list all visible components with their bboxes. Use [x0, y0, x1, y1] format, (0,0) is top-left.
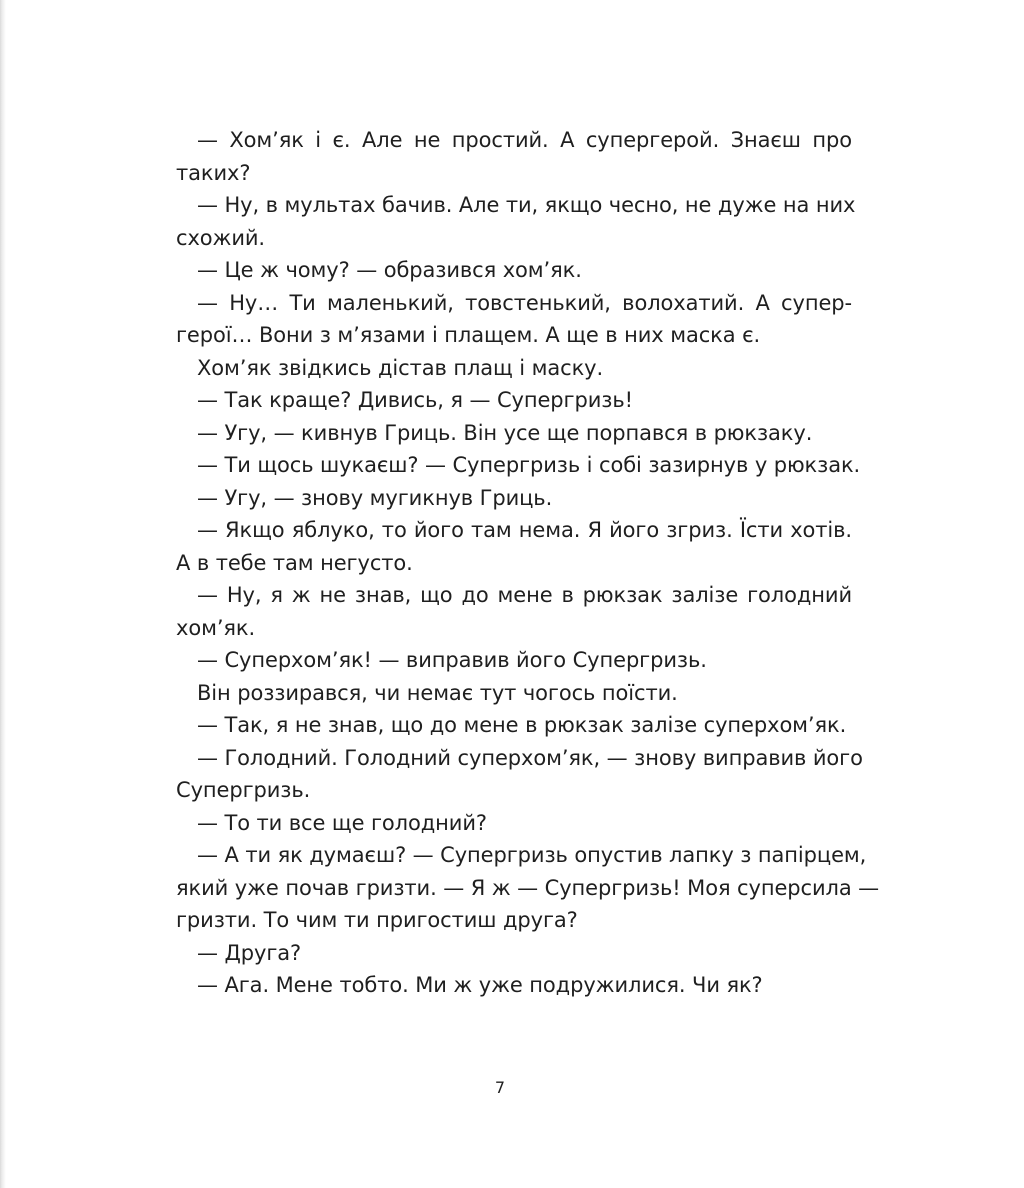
text-line: — Це ж чому? — образився хом’як.: [197, 258, 582, 282]
text-line: Він роззирався, чи немає тут чогось поїсти.: [197, 680, 678, 705]
text-line: — А ти як думаєш? — Супергризь опустив лапку з папірцем,: [197, 843, 867, 867]
text-line: — Друга?: [197, 940, 302, 965]
text-line: — Хом’як і є. Але не простий. А супергерой. Знаєш про: [197, 128, 852, 152]
page-edge-shadow: [0, 0, 6, 1188]
text-line: Супергризь.: [176, 778, 311, 802]
text-line: — Угу, — кивнув Гриць. Він усе ще порпався в рюкзаку.: [197, 420, 813, 445]
text-line: А в тебе там негусто.: [176, 550, 413, 575]
text-line: — Ага. Мене тобто. Ми ж уже подружилися. Чи як?: [197, 973, 763, 997]
text-line: таких?: [176, 160, 251, 185]
text-line: — Голодний. Голодний суперхом’як, — знову виправив його: [197, 745, 863, 770]
text-line: гризти. То чим ти пригостиш друга?: [176, 908, 578, 932]
text-line: — То ти все ще голодний?: [197, 810, 487, 835]
page-number: 7: [494, 1078, 506, 1097]
text-line: — Так краще? Дивись, я — Супергризь!: [197, 388, 633, 412]
text-line: — Ти щось шукаєш? — Супергризь і собі зазирнув у рюкзак.: [197, 453, 861, 477]
text-line: який уже почав гризти. — Я ж — Супергризь! Моя суперсила —: [176, 875, 880, 900]
text-line: — Ну… Ти маленький, товстенький, волохатий. А супер-: [197, 290, 852, 315]
text-line: — Суперхом’як! — виправив його Супергризь.: [197, 648, 707, 672]
text-line: — Ну, в мультах бачив. Але ти, якщо чесно, не дуже на них: [197, 193, 856, 217]
text-line: — Ну, я ж не знав, що до мене в рюкзак залізе голодний: [197, 583, 852, 607]
text-line: — Угу, — знову мугикнув Гриць.: [197, 485, 553, 510]
text-line: — Якщо яблуко, то його там нема. Я його згриз. Їсти хотів.: [197, 518, 852, 542]
text-line: герої… Вони з м’язами і плащем. А ще в них маска є.: [176, 323, 761, 347]
text-line: Хом’як звідкись дістав плащ і маску.: [197, 355, 604, 380]
text-line: хом’як.: [176, 615, 256, 640]
body-text: [176, 124, 880, 1002]
text-line: схожий.: [176, 225, 266, 250]
text-line: — Так, я не знав, що до мене в рюкзак залізе суперхом’як.: [197, 713, 847, 737]
